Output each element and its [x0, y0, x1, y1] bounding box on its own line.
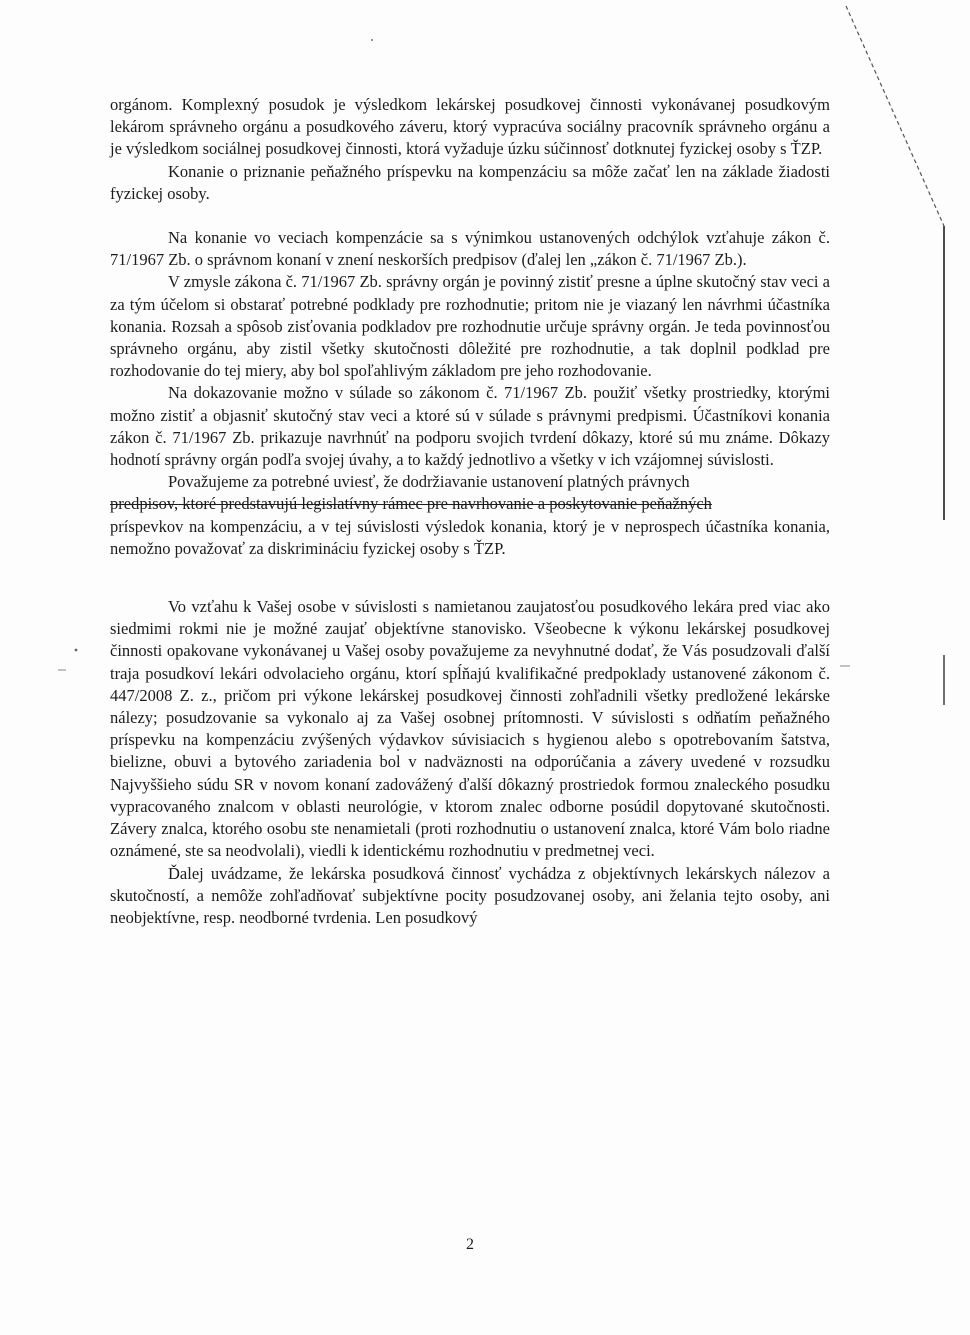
paragraph-povazujeme-rest: príspevkov na kompenzáciu, a v tej súvislosti výsledok konania, ktorý je v neprospech účastníka konania, nemožno považovať za diskrimináciu fyzickej osoby s ŤZP. [110, 516, 830, 558]
scan-dot [371, 39, 373, 41]
page-number: 2 [466, 1236, 474, 1253]
paragraph-dalej-uvadzame: Ďalej uvádzame, že lekárska posudková činnosť vychádza z objektívnych lekárskych nálezov a skutočností, a nemôže zohľadňovať subjektívne pocity posudzovanej osoby, ani želania tejto osoby, ani neobjektívne, resp. neodborné tvrdenia. Len posudkový [110, 863, 830, 927]
paragraph-konanie-kompenzacia: Na konanie vo veciach kompenzácie sa s výnimkou ustanovených odchýlok vzťahuje zákon č. 71/1967 Zb. o správnom konaní v znení neskorších predpisov (ďalej len „zákon č. 71/1967 Zb.). [110, 228, 830, 270]
paragraph-povazujeme-line1: Považujeme za potrebné uviesť, že dodržiavanie ustanovení platných právnych [168, 472, 690, 492]
paragraph-vo-vztahu: Vo vzťahu k Vašej osobe v súvislosti s namietanou zaujatosťou posudkového lekára pred viac ako siedmimi rokmi nie je možné zaujať objektívne stanovisko. Všeobecne k výkonu lekárskej posudkovej činnosti opakovane vykonávanej u Vašej osoby považujeme za nevyhnutné dodať, že Vás posudzovali ďalší traja posudkoví lekári odvolacieho orgánu, ktorí spĺňajú kvalifikačné predpoklady ustanovené zákonom č. 447/2008 Z. z., pričom pri výkone lekárskej posudkovej činnosti zohľadnili všetky predložené lekárske nálezy; posudzovanie sa vykonalo aj za Vašej osobnej prítomnosti. V súvislosti s odňatím peňažného príspevku na kompenzáciu zvýšených výdavkov súvisiacich s hygienou alebo s opotrebovaním šatstva, bielizne, obuvi a bytového zariadenia bol v nadväznosti na odporúčania a závery uvedené v rozsudku Najvyššieho súdu SR v novom konaní zadovážený ďalší dôkazný prostriedok formou znaleckého posudku vypracovaného znalcom v oblasti neurológie, v ktorom znalec odborne posúdil dopytované skutočnosti. Závery znalca, ktorého osobu ste nenamietali (proti rozhodnutiu o ustanovení znalca, ktoré Vám bolo riadne oznámené, ste sa neodvolali), viedli k identickému rozhodnutiu v predmetnej veci. [110, 597, 830, 861]
paragraph-zmysle-zakona: V zmysle zákona č. 71/1967 Zb. správny orgán je povinný zistiť presne a úplne skutočný stav veci a za tým účelom si obstarať potrebné podklady pre rozhodnutie; pritom nie je viazaný len návrhmi účastníka konania. Rozsah a spôsob zisťovania podkladov pre rozhodnutie určuje správny orgán. Je teda povinnosťou správneho orgánu, aby zistil všetky skutočnosti dôležité pre rozhodnutie, a tak doplnil podklad pre rozhodovanie do tej miery, aby bol spoľahlivým základom pre jeho rozhodovanie. [110, 272, 830, 381]
scan-dot [75, 649, 78, 652]
paragraph-konanie-ziadost: Konanie o priznanie peňažného príspevku na kompenzáciu sa môže začať len na základe žiadosti fyzickej osoby. [110, 161, 830, 203]
scan-edge-line [846, 6, 944, 226]
paragraph-dokazovanie: Na dokazovanie možno v súlade so zákonom č. 71/1967 Zb. použiť všetky prostriedky, ktorými možno zistiť a objasniť skutočný stav veci a ktoré sú v súlade s právnymi predpismi. Účastníkovi konania zákon č. 71/1967 Zb. prikazuje navrhnúť na podporu svojich tvrdení dôkazy, ktoré sú mu známe. Dôkazy hodnotí správny orgán podľa svojej úvahy, a to každý jednotlivo a všetky v ich vzájomnej súvislosti. [110, 383, 830, 470]
paragraph-povazujeme-struck-line: predpisov, ktoré predstavujú legislatívny rámec pre navrhovanie a poskytovanie peňažných [110, 494, 712, 514]
document-body [110, 94, 830, 929]
paragraph-komplexny-posudok: orgánom. Komplexný posudok je výsledkom lekárskej posudkovej činnosti vykonávanej posudkovým lekárom správneho orgánu a posudkového záveru, ktorý vypracúva sociálny pracovník správneho orgánu a je výsledkom sociálnej posudkovej činnosti, ktorá vyžaduje úzku súčinnosť dotknutej fyzickej osoby s ŤZP. [110, 95, 830, 159]
